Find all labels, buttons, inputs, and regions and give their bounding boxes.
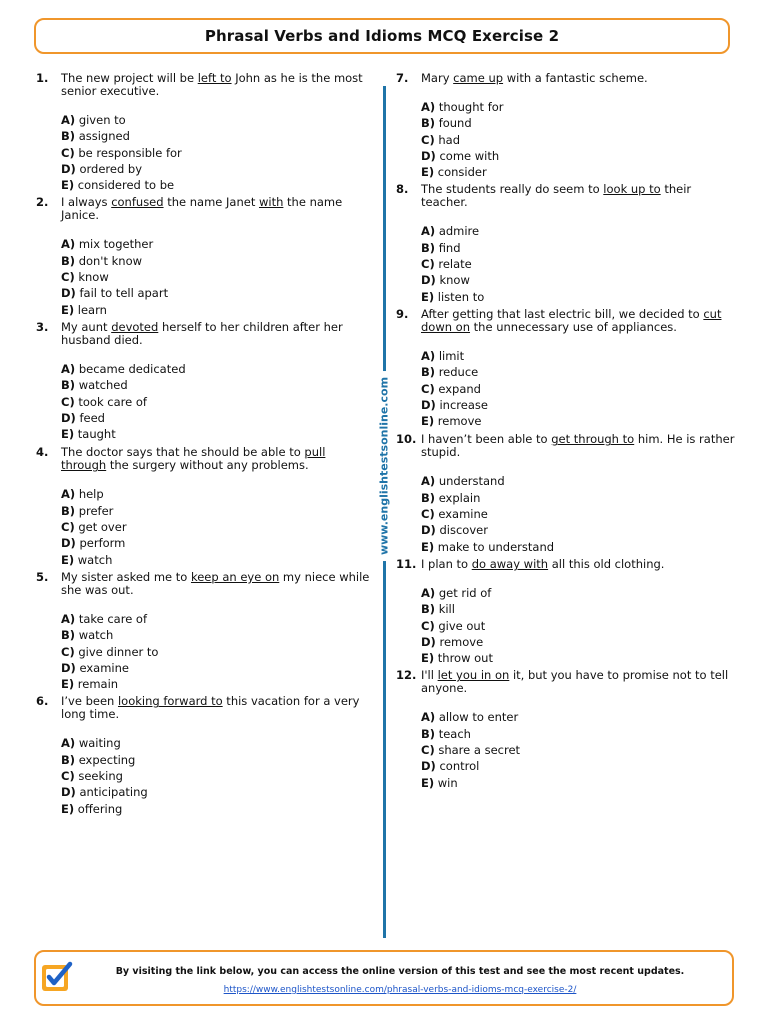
question-text-part: all this old clothing. (548, 556, 665, 571)
option-letter: B) (61, 253, 76, 268)
answer-option[interactable] (61, 735, 374, 751)
option-text: come with (439, 148, 500, 163)
question-text-part: Mary (421, 71, 454, 85)
answer-option[interactable] (61, 161, 374, 177)
question-text-part: After getting that last electric bill, we decided to (421, 306, 704, 321)
option-letter: B) (421, 602, 436, 617)
footer-text (76, 966, 724, 996)
option-letter: D) (61, 286, 76, 301)
option-text: consider (437, 165, 487, 180)
option-text: teach (438, 726, 471, 741)
option-text: know (439, 273, 470, 288)
underlined-phrase: look up to (603, 182, 661, 197)
questions-left-column (36, 72, 374, 820)
answer-option[interactable] (421, 272, 741, 288)
question-6 (36, 695, 374, 816)
answer-option[interactable] (421, 726, 741, 742)
option-letter: C) (61, 145, 75, 160)
answer-option[interactable] (421, 758, 741, 774)
answer-option[interactable] (421, 585, 741, 601)
answer-option[interactable] (61, 552, 374, 568)
answer-options (61, 611, 374, 692)
option-text: took care of (78, 394, 147, 409)
question-number: 3. (36, 319, 49, 334)
option-text: watched (78, 378, 128, 393)
option-letter: C) (421, 743, 435, 758)
option-text: expand (438, 381, 481, 396)
question-number: 7. (396, 71, 409, 85)
option-letter: A) (421, 710, 436, 725)
underlined-phrase: looking forward to (117, 694, 223, 709)
option-text: examine (438, 507, 488, 522)
page-title: Phrasal Verbs and Idioms MCQ Exercise 2 (204, 27, 560, 45)
question-7 (396, 72, 741, 180)
answer-option[interactable] (61, 410, 374, 426)
answer-option[interactable] (421, 634, 741, 650)
question-5 (36, 571, 374, 692)
option-text: anticipating (79, 785, 148, 800)
option-letter: D) (61, 660, 76, 675)
option-letter: D) (61, 536, 76, 551)
option-letter: E) (421, 165, 435, 180)
option-text: give out (438, 618, 486, 633)
answer-option[interactable] (421, 506, 741, 522)
underlined-phrase: do away with (471, 556, 549, 571)
question-text-part: The new project will be (61, 71, 198, 85)
answer-option[interactable] (61, 361, 374, 377)
option-letter: C) (421, 381, 435, 396)
option-text: make to understand (437, 539, 555, 554)
question-text-part: The students really do seem to (421, 182, 604, 197)
underlined-phrase: came up (453, 71, 504, 85)
option-text: seeking (78, 769, 123, 784)
option-letter: A) (61, 487, 76, 502)
question-number: 4. (36, 445, 49, 460)
answer-option[interactable] (61, 426, 374, 442)
question-text-part: I always (61, 195, 112, 210)
underlined-phrase: let you in on (437, 668, 510, 683)
answer-option[interactable] (421, 115, 741, 131)
answer-option[interactable] (421, 364, 741, 380)
option-letter: A) (421, 100, 436, 114)
question-number: 2. (36, 195, 49, 210)
question-text (61, 196, 374, 222)
question-number: 9. (396, 306, 409, 321)
question-text-part: the surgery without any problems. (106, 458, 309, 473)
answer-options (61, 361, 374, 442)
option-text: fail to tell apart (79, 286, 169, 301)
question-12 (396, 669, 741, 790)
answer-option[interactable] (61, 768, 374, 784)
question-2 (36, 196, 374, 317)
option-letter: A) (61, 611, 76, 626)
answer-option[interactable] (421, 348, 741, 364)
option-text: increase (439, 397, 488, 412)
answer-option[interactable] (61, 377, 374, 393)
question-text-part: the unnecessary use of appliances. (470, 319, 677, 334)
answer-option[interactable] (61, 112, 374, 128)
option-letter: A) (421, 585, 436, 600)
option-letter: A) (61, 237, 76, 252)
option-letter: C) (61, 394, 75, 409)
checkbox-check-icon (40, 960, 74, 994)
question-text (421, 433, 741, 459)
option-letter: C) (61, 270, 75, 285)
option-letter: B) (421, 240, 436, 255)
option-letter: B) (61, 628, 76, 643)
question-text (61, 446, 374, 472)
underlined-phrase: get through to (551, 432, 635, 447)
questions-right-column (396, 72, 741, 794)
answer-option[interactable] (421, 381, 741, 397)
question-text (61, 72, 374, 98)
answer-option[interactable] (421, 522, 741, 538)
option-text: offering (77, 801, 123, 816)
answer-options (421, 585, 741, 666)
answer-option[interactable] (421, 148, 741, 164)
answer-option[interactable] (61, 302, 374, 318)
underlined-phrase: left to (197, 71, 232, 85)
option-letter: A) (61, 736, 76, 751)
option-text: remain (77, 677, 119, 692)
option-text: reduce (438, 365, 479, 380)
option-letter: B) (61, 129, 76, 144)
option-text: control (439, 759, 480, 774)
answer-options (421, 223, 741, 304)
answer-option[interactable] (421, 775, 741, 791)
underlined-phrase: keep an eye on (190, 569, 280, 584)
answer-option[interactable] (421, 473, 741, 489)
answer-options (61, 236, 374, 317)
option-letter: E) (61, 178, 75, 193)
option-letter: B) (61, 378, 76, 393)
option-letter: C) (61, 520, 75, 535)
question-number: 11. (396, 556, 417, 571)
answer-option[interactable] (421, 164, 741, 180)
option-letter: E) (421, 414, 435, 429)
footer-message: By visiting the link below, you can access the online version of this test and see the most recent updates. (115, 966, 685, 977)
question-1 (36, 72, 374, 193)
question-3 (36, 321, 374, 442)
option-letter: D) (61, 410, 76, 425)
option-letter: B) (421, 490, 436, 505)
question-text-part: I'll (421, 668, 438, 683)
option-letter: E) (421, 775, 435, 790)
question-text-part: their teacher. (421, 182, 692, 210)
option-text: relate (438, 257, 472, 272)
answer-options (61, 735, 374, 816)
option-letter: A) (61, 361, 76, 376)
option-text: help (78, 487, 104, 502)
answer-option[interactable] (61, 752, 374, 768)
answer-options (421, 709, 741, 790)
option-text: considered to be (77, 178, 175, 193)
answer-option[interactable] (421, 601, 741, 617)
question-text (421, 183, 741, 209)
question-text-part: the name Janet (163, 195, 259, 210)
option-letter: A) (421, 348, 436, 363)
question-8 (396, 183, 741, 304)
question-text-part: with a fantastic scheme. (503, 71, 648, 85)
option-text: give dinner to (78, 644, 159, 659)
option-text: win (437, 775, 458, 790)
question-text-part: John as he is the most senior executive. (61, 71, 363, 98)
question-number: 12. (396, 668, 417, 683)
option-letter: E) (61, 801, 75, 816)
question-text-part: my niece while she was out. (61, 569, 370, 597)
answer-option[interactable] (61, 676, 374, 692)
option-text: mix together (78, 237, 154, 252)
option-text: feed (79, 410, 105, 425)
answer-option[interactable] (421, 256, 741, 272)
question-number: 8. (396, 182, 409, 197)
option-letter: A) (61, 113, 76, 127)
question-text (61, 321, 374, 347)
option-letter: E) (61, 427, 75, 442)
underlined-phrase: pull through (61, 445, 326, 473)
option-letter: C) (61, 769, 75, 784)
option-text: find (438, 240, 461, 255)
question-text-part: herself to her children after her husband died. (61, 319, 343, 347)
question-text-part: I’ve been (61, 694, 118, 709)
option-text: expecting (78, 752, 136, 767)
answer-options (61, 112, 374, 193)
question-number: 6. (36, 694, 49, 709)
option-letter: B) (421, 365, 436, 380)
option-text: admire (438, 224, 480, 239)
option-letter: C) (61, 644, 75, 659)
option-letter: D) (421, 759, 436, 774)
option-text: thought for (438, 100, 504, 114)
question-4 (36, 446, 374, 567)
option-letter: C) (421, 618, 435, 633)
question-text-part: I plan to (421, 556, 472, 571)
footer-box (34, 950, 734, 1006)
option-text: prefer (78, 503, 114, 518)
option-letter: B) (61, 752, 76, 767)
answer-option[interactable] (61, 253, 374, 269)
option-letter: D) (421, 148, 436, 163)
option-text: found (438, 116, 472, 131)
question-text (61, 571, 374, 597)
option-text: examine (79, 660, 129, 675)
underlined-phrase: cut down on (421, 306, 722, 334)
answer-option[interactable] (421, 240, 741, 256)
option-letter: E) (421, 289, 435, 304)
option-text: kill (438, 602, 455, 617)
title-box (34, 18, 730, 54)
option-letter: D) (421, 634, 436, 649)
answer-option[interactable] (421, 709, 741, 725)
option-text: get rid of (438, 585, 492, 600)
option-text: watch (77, 552, 113, 567)
answer-option[interactable] (421, 490, 741, 506)
answer-option[interactable] (61, 784, 374, 800)
option-letter: B) (421, 726, 436, 741)
question-number: 1. (36, 71, 49, 85)
answer-option[interactable] (61, 627, 374, 643)
answer-option[interactable] (61, 177, 374, 193)
answer-option[interactable] (61, 145, 374, 161)
option-text: get over (78, 520, 127, 535)
option-text: allow to enter (438, 710, 519, 725)
option-text: ordered by (79, 161, 143, 176)
option-letter: D) (61, 785, 76, 800)
option-text: limit (438, 348, 465, 363)
option-text: perform (79, 536, 126, 551)
option-letter: C) (421, 132, 435, 147)
answer-option[interactable] (61, 660, 374, 676)
option-text: remove (439, 634, 484, 649)
option-letter: B) (421, 116, 436, 131)
answer-option[interactable] (61, 285, 374, 301)
answer-option[interactable] (61, 236, 374, 252)
option-letter: D) (421, 397, 436, 412)
answer-option[interactable] (61, 269, 374, 285)
answer-option[interactable] (421, 223, 741, 239)
question-text (421, 558, 741, 571)
underlined-phrase: confused (111, 195, 164, 210)
option-text: don't know (78, 253, 143, 268)
option-letter: D) (61, 161, 76, 176)
question-9 (396, 308, 741, 429)
footer-link[interactable]: https://www.englishtestsonline.com/phrasal-verbs-and-idioms-mcq-exercise-2/ (223, 985, 577, 995)
option-text: watch (78, 628, 114, 643)
answer-option[interactable] (421, 289, 741, 305)
question-text-part: the name Janice. (61, 195, 343, 223)
option-text: assigned (78, 129, 130, 144)
option-text: know (78, 270, 109, 285)
answer-option[interactable] (421, 742, 741, 758)
option-text: throw out (437, 651, 493, 666)
option-letter: C) (421, 507, 435, 522)
answer-option[interactable] (421, 397, 741, 413)
option-text: given to (78, 113, 126, 127)
answer-option[interactable] (421, 650, 741, 666)
option-letter: B) (61, 503, 76, 518)
question-10 (396, 433, 741, 554)
option-text: be responsible for (78, 145, 182, 160)
answer-option[interactable] (61, 519, 374, 535)
question-text (421, 72, 741, 85)
option-text: learn (77, 302, 107, 317)
question-text-part: I haven’t been able to (421, 432, 552, 447)
answer-option[interactable] (421, 539, 741, 555)
answer-option[interactable] (61, 394, 374, 410)
question-text (421, 308, 741, 334)
question-text-part: it, but you have to promise not to tell anyone. (421, 668, 729, 696)
answer-option[interactable] (61, 644, 374, 660)
answer-option[interactable] (61, 535, 374, 551)
option-letter: E) (421, 539, 435, 554)
answer-options (421, 348, 741, 429)
option-letter: A) (421, 474, 436, 489)
option-letter: C) (421, 257, 435, 272)
option-letter: E) (61, 302, 75, 317)
answer-option[interactable] (421, 132, 741, 148)
option-letter: D) (421, 273, 436, 288)
question-number: 5. (36, 569, 49, 584)
question-text-part: The doctor says that he should be able to (61, 445, 305, 460)
option-text: listen to (437, 289, 485, 304)
option-text: remove (437, 414, 482, 429)
option-letter: E) (61, 552, 75, 567)
option-text: had (438, 132, 460, 147)
answer-option[interactable] (421, 99, 741, 115)
question-text-part: My aunt (61, 319, 112, 334)
question-text-part: him. He is rather stupid. (421, 432, 735, 460)
option-text: became dedicated (78, 361, 186, 376)
site-watermark: www.englishtestsonline.com (378, 371, 391, 561)
answer-option[interactable] (61, 486, 374, 502)
question-text (61, 695, 374, 721)
question-text-part: this vacation for a very long time. (61, 694, 360, 722)
underlined-phrase: with (258, 195, 284, 210)
answer-options (61, 486, 374, 567)
answer-option[interactable] (61, 503, 374, 519)
option-text: waiting (78, 736, 121, 751)
answer-option[interactable] (61, 801, 374, 817)
option-letter: E) (421, 651, 435, 666)
question-text-part: My sister asked me to (61, 569, 191, 584)
option-letter: D) (421, 523, 436, 538)
option-text: explain (438, 490, 481, 505)
answer-option[interactable] (61, 128, 374, 144)
option-letter: E) (61, 677, 75, 692)
option-text: taught (77, 427, 116, 442)
answer-option[interactable] (61, 611, 374, 627)
question-number: 10. (396, 432, 417, 447)
option-letter: A) (421, 224, 436, 239)
underlined-phrase: devoted (111, 319, 159, 334)
question-text (421, 669, 741, 695)
answer-option[interactable] (421, 413, 741, 429)
option-text: understand (438, 474, 505, 489)
option-text: share a secret (438, 743, 521, 758)
option-text: take care of (78, 611, 148, 626)
answer-options (421, 99, 741, 180)
question-11 (396, 558, 741, 666)
answer-option[interactable] (421, 618, 741, 634)
option-text: discover (439, 523, 488, 538)
answer-options (421, 473, 741, 554)
